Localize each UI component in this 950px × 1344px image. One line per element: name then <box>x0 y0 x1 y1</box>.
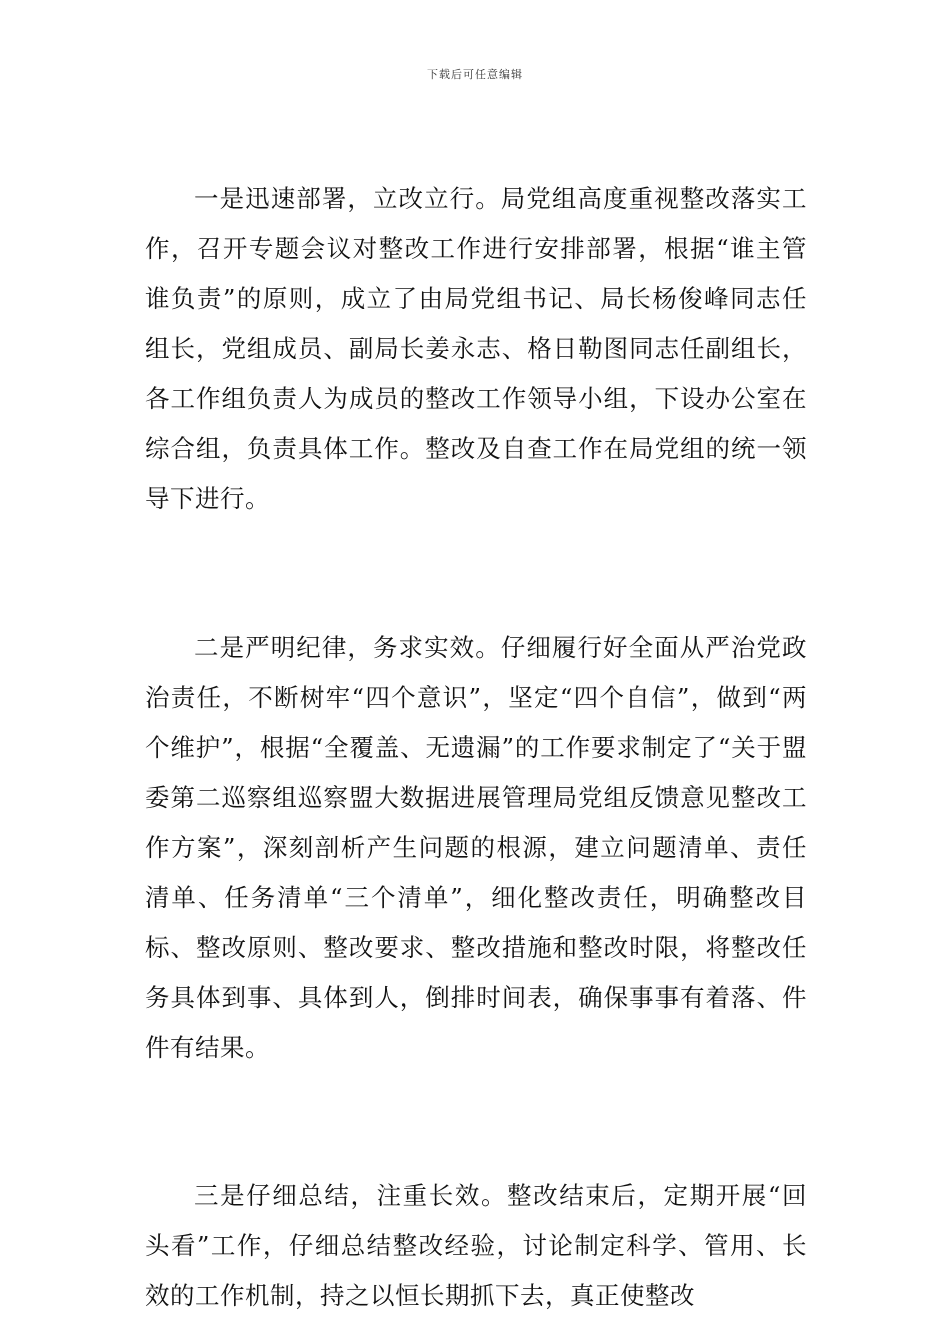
paragraph-1: 一是迅速部署，立改立行。局党组高度重视整改落实工作，召开专题会议对整改工作进行安排部署，根据“谁主管谁负责”的原则，成立了由局党组书记、局长杨俊峰同志任组长，党组成员、副局长姜永志、格日勒图同志任副组长，各工作组负责人为成员的整改工作领导小组，下设办公室在综合组，负责具体工作。整改及自查工作在局党组的统一领导下进行。 <box>145 184 807 513</box>
document-body <box>145 174 807 1321</box>
header-note: 下载后可任意编辑 <box>427 68 523 81</box>
paragraph-2: 二是严明纪律，务求实效。仔细履行好全面从严治党政治责任，不断树牢“四个意识”，坚定“四个自信”，做到“两个维护”，根据“全覆盖、无遗漏”的工作要求制定了“关于盟委第二巡察组巡察盟大数据进展管理局党组反馈意见整改工作方案”，深刻剖析产生问题的根源，建立问题清单、责任清单、任务清单“三个清单”，细化整改责任，明确整改目标、整改原则、整改要求、整改措施和整改时限，将整改任务具体到事、具体到人，倒排时间表，确保事事有着落、件件有结果。 <box>145 633 807 1062</box>
paragraph-3: 三是仔细总结，注重长效。整改结束后，定期开展“回头看”工作，仔细总结整改经验，讨论制定科学、管用、长效的工作机制，持之以恒长期抓下去，真正使整改 <box>145 1181 807 1310</box>
